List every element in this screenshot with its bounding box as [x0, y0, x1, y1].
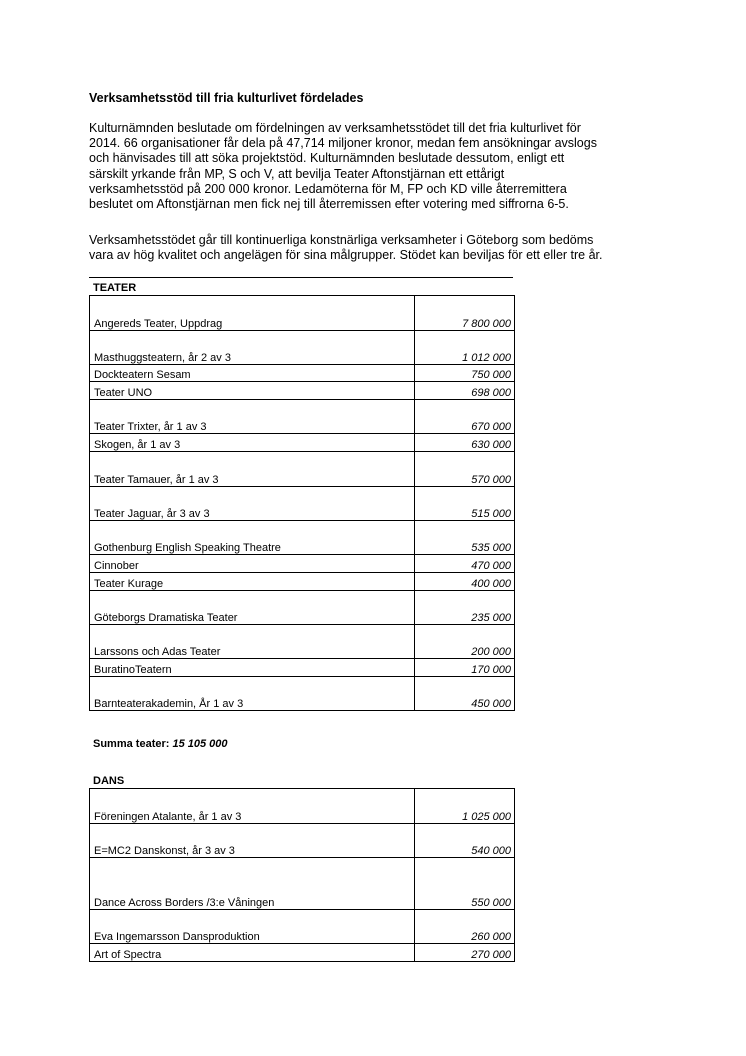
grant-amount: 470 000: [415, 555, 515, 573]
grant-amount: 1 025 000: [415, 789, 515, 824]
paragraph-line: Verksamhetsstödet går till kontinuerliga konstnärliga verksamheter i Göteborg som bedöms: [89, 233, 594, 247]
intro-paragraph: [89, 121, 689, 212]
grant-amount: 235 000: [415, 591, 515, 625]
table-row: [90, 555, 515, 573]
organisation-name: Barnteaterakademin, År 1 av 3: [90, 677, 415, 711]
paragraph-line: vara av hög kvalitet och angelägen för sina målgrupper. Stödet kan beviljas för ett eller tre år.: [89, 248, 603, 263]
grant-amount: 515 000: [415, 487, 515, 521]
table-row: [90, 910, 515, 944]
grant-amount: 570 000: [415, 452, 515, 487]
table-row: [90, 487, 515, 521]
organisation-name: Larssons och Adas Teater: [90, 625, 415, 659]
table-row: [90, 400, 515, 434]
grant-amount: 450 000: [415, 677, 515, 711]
table-row: [90, 591, 515, 625]
organisation-name: Eva Ingemarsson Dansproduktion: [90, 910, 415, 944]
table-row: [90, 365, 515, 382]
dance-heading: DANS: [93, 775, 125, 787]
grant-amount: 630 000: [415, 434, 515, 452]
theater-heading: TEATER: [93, 282, 137, 294]
sum-value: 15 105 000: [172, 738, 228, 750]
theater-sum: [93, 738, 228, 750]
organisation-name: BuratinoTeatern: [90, 659, 415, 677]
table-row: [90, 382, 515, 400]
organisation-name: E=MC2 Danskonst, år 3 av 3: [90, 824, 415, 858]
paragraph-line: beslutet om Aftonstjärnan men fick nej till återremissen efter votering med siffrorna 6-5.: [89, 197, 569, 212]
grant-amount: 7 800 000: [415, 296, 515, 331]
grant-amount: 670 000: [415, 400, 515, 434]
grant-amount: 260 000: [415, 910, 515, 944]
organisation-name: Dockteatern Sesam: [90, 365, 415, 382]
table-row: [90, 625, 515, 659]
table-row: [90, 296, 515, 331]
table-row: [90, 789, 515, 824]
sum-label: Summa teater:: [93, 738, 170, 750]
table-row: [90, 677, 515, 711]
table-row: [90, 824, 515, 858]
table-row: [90, 573, 515, 591]
table-row: [90, 452, 515, 487]
paragraph-line: Kulturnämnden beslutade om fördelningen av verksamhetsstödet till det fria kulturlivet för: [89, 121, 581, 135]
grant-amount: 400 000: [415, 573, 515, 591]
organisation-name: Göteborgs Dramatiska Teater: [90, 591, 415, 625]
organisation-name: Teater Tamauer, år 1 av 3: [90, 452, 415, 487]
organisation-name: Gothenburg English Speaking Theatre: [90, 521, 415, 555]
grant-amount: 200 000: [415, 625, 515, 659]
organisation-name: Teater UNO: [90, 382, 415, 400]
organisation-name: Teater Kurage: [90, 573, 415, 591]
table-row: [90, 659, 515, 677]
dance-table: [89, 788, 515, 962]
table-row: [90, 944, 515, 962]
description-paragraph: [89, 233, 689, 263]
table-row: [90, 521, 515, 555]
section-divider: [89, 277, 513, 278]
grant-amount: 698 000: [415, 382, 515, 400]
grant-amount: 270 000: [415, 944, 515, 962]
organisation-name: Cinnober: [90, 555, 415, 573]
paragraph-line: och hänvisades till att söka projektstöd. Kulturnämnden beslutade dessutom, enligt ett: [89, 151, 565, 166]
organisation-name: Skogen, år 1 av 3: [90, 434, 415, 452]
organisation-name: Teater Jaguar, år 3 av 3: [90, 487, 415, 521]
organisation-name: Art of Spectra: [90, 944, 415, 962]
paragraph-line: verksamhetsstöd på 200 000 kronor. Ledamöterna för M, FP och KD ville återremittera: [89, 181, 567, 196]
grant-amount: 540 000: [415, 824, 515, 858]
organisation-name: Teater Trixter, år 1 av 3: [90, 400, 415, 434]
grant-amount: 1 012 000: [415, 331, 515, 365]
document-title: Verksamhetsstöd till fria kulturlivet fördelades: [89, 91, 364, 105]
grant-amount: 535 000: [415, 521, 515, 555]
paragraph-line: 2014. 66 organisationer får dela på 47,714 miljoner kronor, medan fem ansökningar avslogs: [89, 136, 597, 151]
table-row: [90, 434, 515, 452]
grant-amount: 170 000: [415, 659, 515, 677]
grant-amount: 750 000: [415, 365, 515, 382]
grant-amount: 550 000: [415, 858, 515, 910]
organisation-name: Föreningen Atalante, år 1 av 3: [90, 789, 415, 824]
organisation-name: Angereds Teater, Uppdrag: [90, 296, 415, 331]
table-row: [90, 331, 515, 365]
theater-table: [89, 295, 515, 711]
paragraph-line: särskilt yrkande från MP, S och V, att bevilja Teater Aftonstjärnan ett ettårigt: [89, 166, 505, 181]
organisation-name: Dance Across Borders /3:e Våningen: [90, 858, 415, 910]
organisation-name: Masthuggsteatern, år 2 av 3: [90, 331, 415, 365]
table-row: [90, 858, 515, 910]
